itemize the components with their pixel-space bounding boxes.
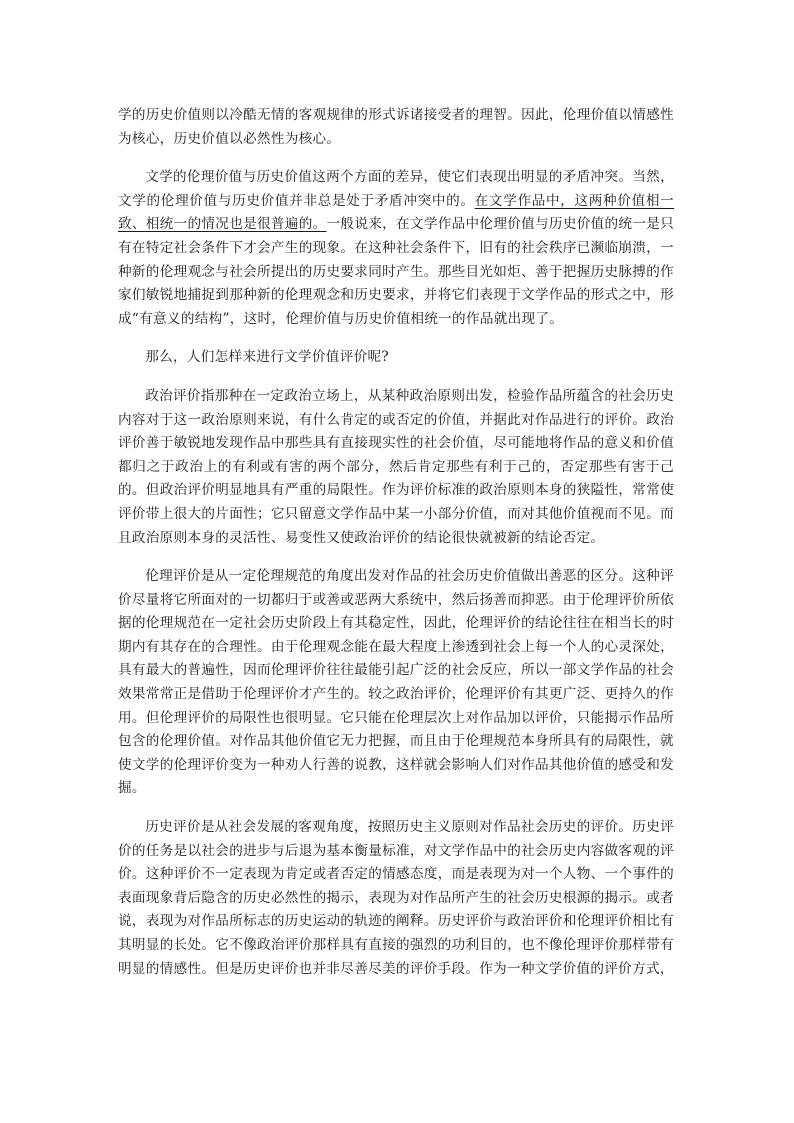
- paragraph-historical-evaluation: 历史评价是从社会发展的客观角度，按照历史主义原则对作品社会历史的评价。历史评价的任务是以社会的进步与后退为基本衡量标准，对文学作品中的社会历史内容做客观的评价。这种评价不一定表现为肯定或者否定的情感态度，而是表现为对一个人物、一个事件的表面现象背后隐含的历史必然性的揭示，表现为对作品所产生的社会历史根源的揭示。或者说，表现为对作品所标志的历史运动的轨迹的阐释。历史评价与政治评价和伦理评价相比有其明显的长处。它不像政治评价那样具有直接的强烈的功利目的，也不像伦理评价那样带有明显的情感性。但是历史评价也并非尽善尽美的评价手段。作为一种文学价值的评价方式，: [118, 819, 674, 977]
- paragraph-2: [118, 166, 674, 331]
- paragraph-2-start: 文学的伦理价值与历史价值这两个方面的差异，使它们表现出明显的矛盾冲突。当然，文学的伦理价值与历史价值并非总是处于矛盾冲突中的。: [118, 169, 674, 209]
- underlined-sentence: 在文学作品中，这两种价值相一致、相统一的情况也是很普遍的。: [118, 192, 675, 233]
- paragraph-1: 学的历史价值则以冷酷无情的客观规律的形式诉诸接受者的理智。因此，伦理价值以情感性为核心，历史价值以必然性为核心。: [118, 107, 674, 147]
- paragraph-ethical-evaluation: 伦理评价是从一定伦理规范的角度出发对作品的社会历史价值做出善恶的区分。这种评价尽量将它所面对的一切都归于或善或恶两大系统中，然后扬善而抑恶。由于伦理评价所依据的伦理规范在一定社会历史阶段上有其稳定性，因此，伦理评价的结论往往在相当长的时期内有其存在的合理性。由于伦理观念能在最大程度上渗透到社会上每一个人的心灵深处，具有最大的普遍性，因而伦理评价往往最能引起广泛的社会反应，所以一部文学作品的社会效果常常正是借助于伦理评价才产生的。较之政治评价，伦理评价有其更广泛、更持久的作用。但伦理评价的局限性也很明显。它只能在伦理层次上对作品加以评价，只能揭示作品所包含的伦理价值。对作品其他价值它无力把握，而且由于伦理规范本身所具有的局限性，就使文学的伦理评价变为一种劝人行善的说教，这样就会影响人们对作品其他价值的感受和发掘。: [118, 568, 674, 797]
- paragraph-political-evaluation: 政治评价指那种在一定政治立场上，从某种政治原则出发，检验作品所蕴含的社会历史内容对于这一政治原则来说，有什么肯定的或否定的价值，并据此对作品进行的评价。政治评价善于敏锐地发现作品中那些具有直接现实性的社会价值，尽可能地将作品的意义和价值都归之于政治上的有利或有害的两个部分，然后肯定那些有利于己的，否定那些有害于己的。但政治评价明显地具有严重的局限性。作为评价标准的政治原则本身的狭隘性，常常使评价带上很大的片面性；它只留意文学作品中某一小部分价值，而对其他价值视而不见。而且政治原则本身的灵活性、易变性又使政治评价的结论很快就被新的结论否定。: [118, 387, 674, 546]
- paragraph-2-end: 一般说来，在文学作品中伦理价值与历史价值的统一是只有在特定社会条件下才会产生的现象。在这种社会条件下，旧有的社会秩序已濒临崩溃，一种新的伦理观念与社会所提出的历史要求同时产生。那些目光如炬、善于把握历史脉搏的作家们敏锐地捕捉到那种新的伦理观念和历史要求，并将它们表现于文学作品的形式之中，形成“有意义的结构”，这时，伦理价值与历史价值相统一的作品就出现了。: [118, 216, 675, 327]
- document-body: [118, 104, 674, 996]
- paragraph-3: 那么，人们怎样来进行文学价值评价呢?: [145, 349, 389, 366]
